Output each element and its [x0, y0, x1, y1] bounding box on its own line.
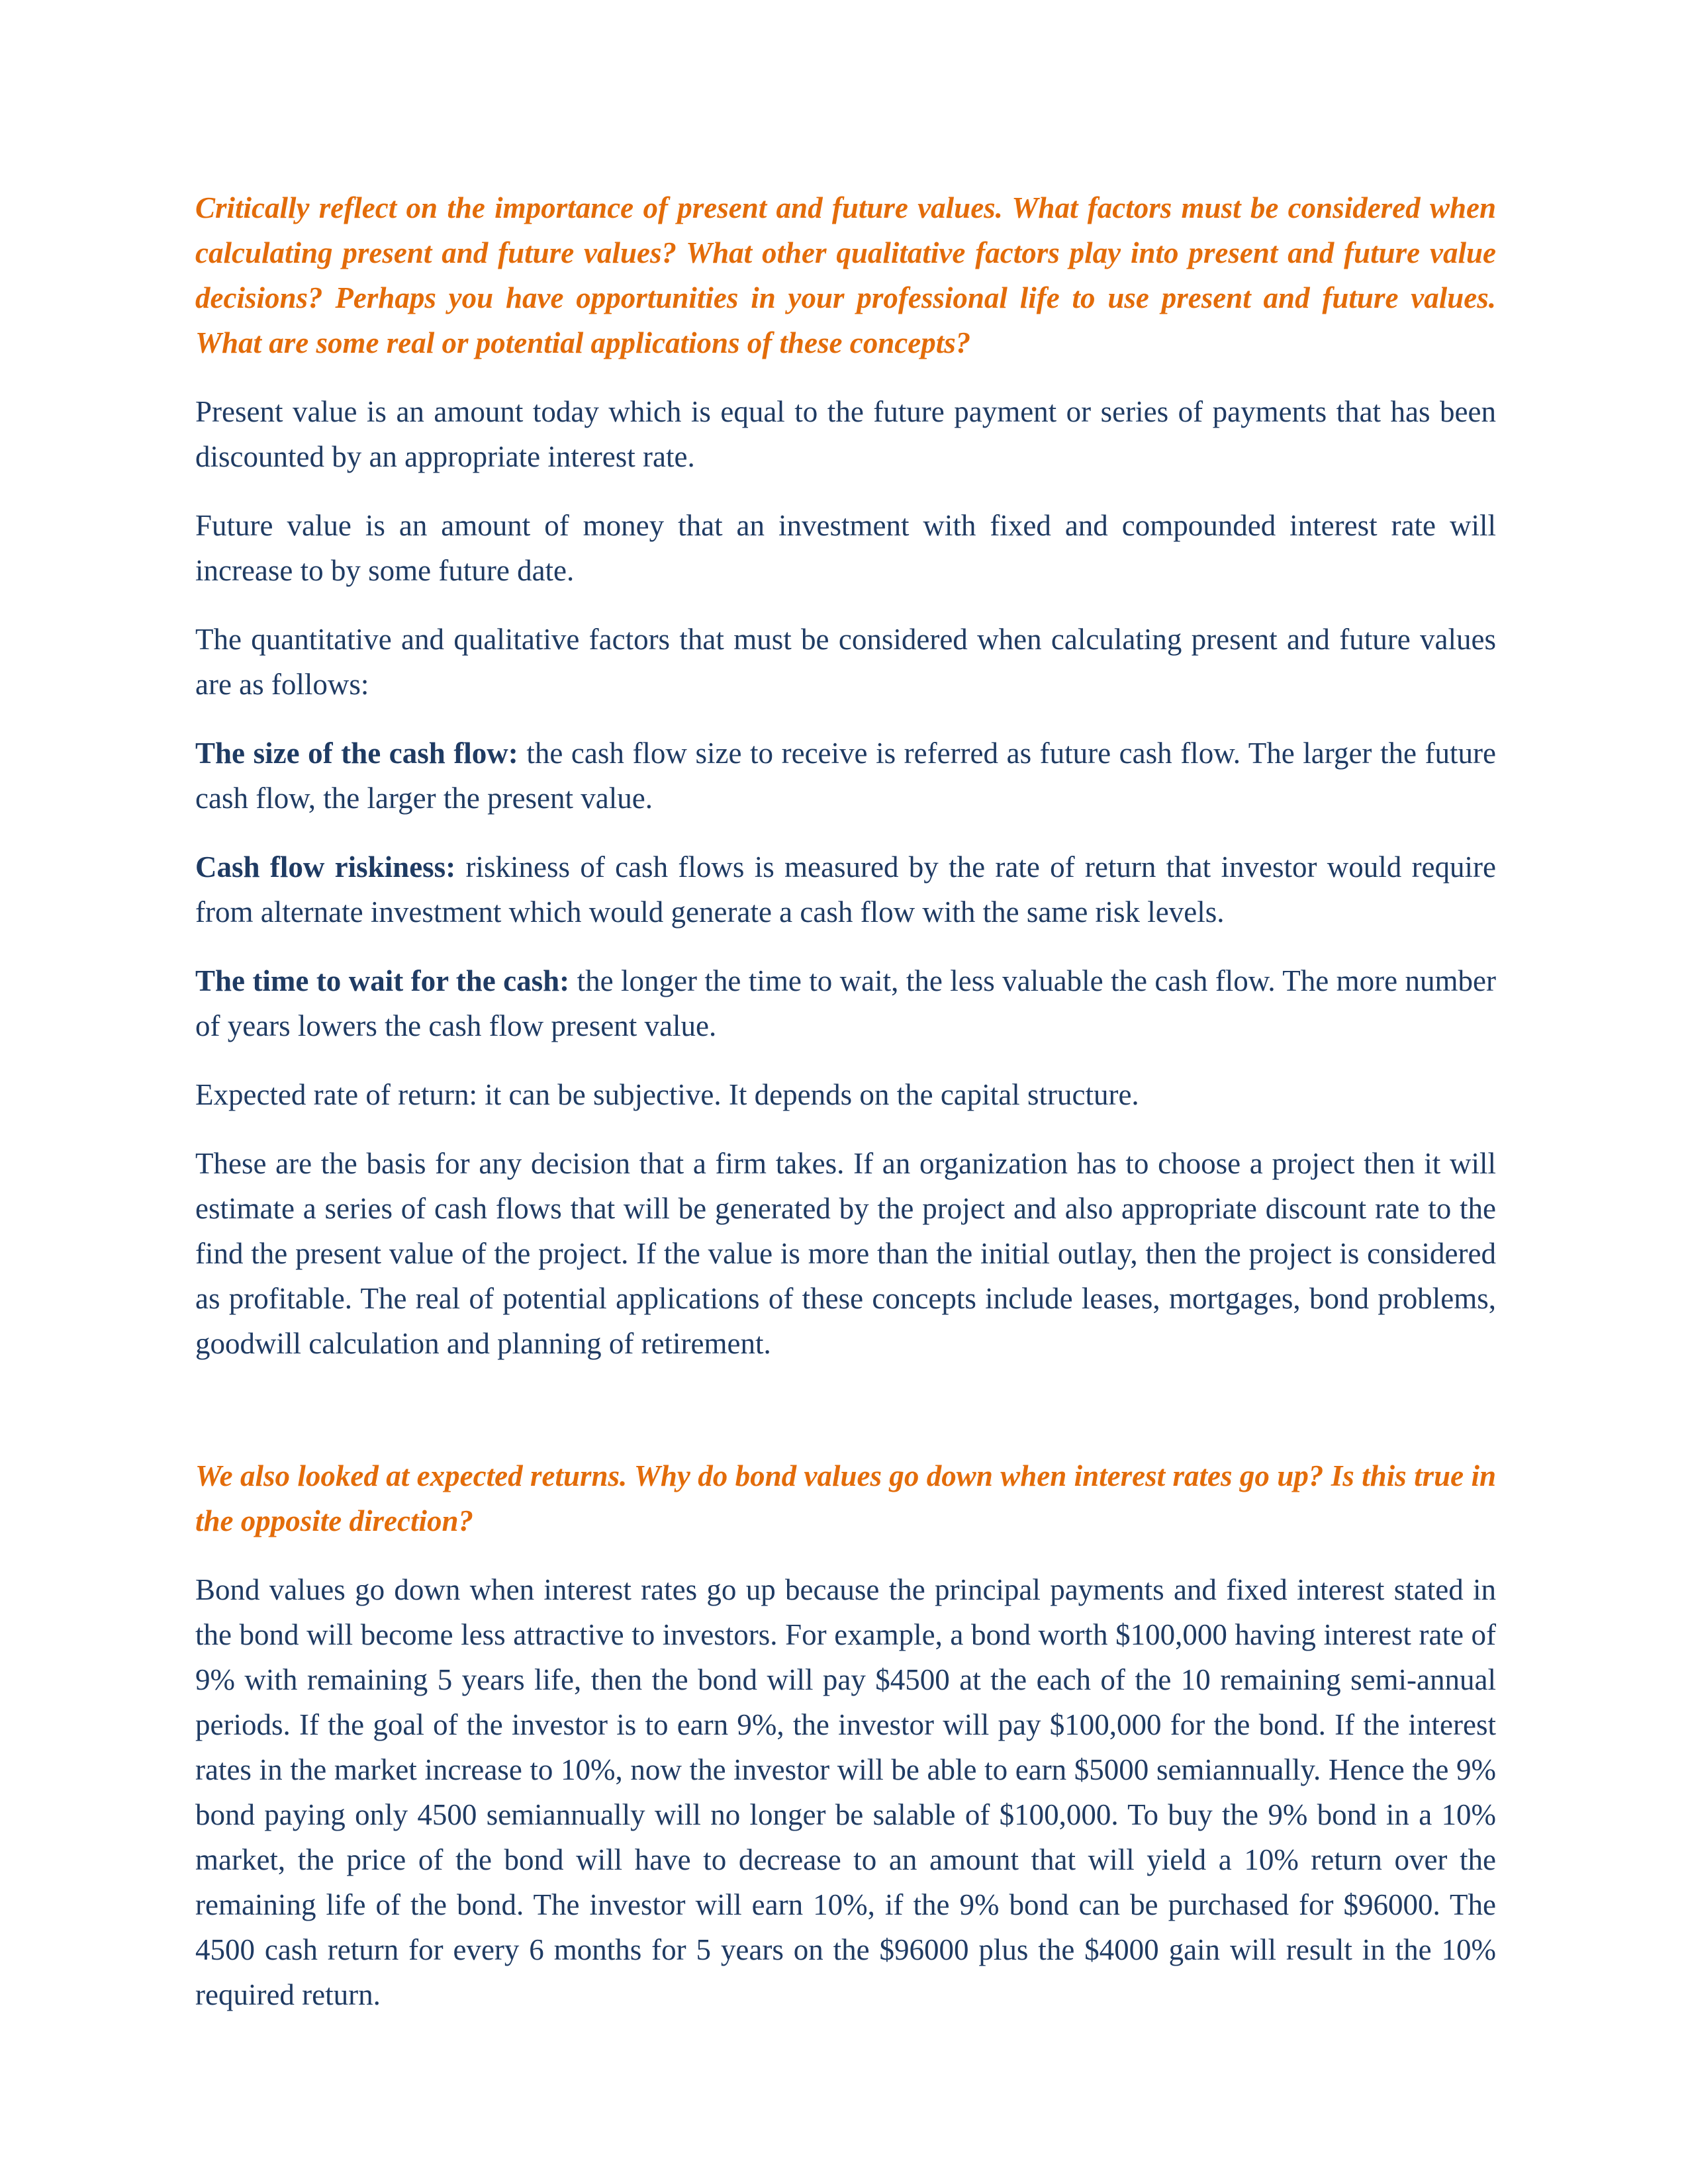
- paragraph-cash-flow-riskiness-text: riskiness of cash flows is measured by the rate of return that investor would require from alternate investment which would generate a cash flow with the same risk levels.: [195, 850, 1496, 929]
- question-heading-bond-values: We also looked at expected returns. Why do bond values go down when interest rates go up? Is this true in the opposite direction?: [195, 1459, 1496, 1537]
- paragraph-present-value-definition: Present value is an amount today which is equal to the future payment or series of payments that has been discounted by an appropriate interest rate.: [195, 395, 1496, 473]
- question-heading-present-future-values: Critically reflect on the importance of present and future values. What factors must be considered when calculating present and future values? What other qualitative factors play into present and future value decisions? Perhaps you have opportunities in your professional life to use present and future values. What are some real or potential applications of these concepts?: [195, 191, 1496, 359]
- paragraph-decision-basis: These are the basis for any decision that a firm takes. If an organization has to choose a project then it will estimate a series of cash flows that will be generated by the project and also appropriate discount rate to the find the present value of the project. If the value is more than the initial outlay, then the project is considered as profitable. The real of potential applications of these concepts include leases, mortgages, bond problems, goodwill calculation and planning of retirement.: [195, 1147, 1496, 1360]
- paragraph-factors-intro: The quantitative and qualitative factors that must be considered when calculating present and future values are as follows:: [195, 623, 1496, 701]
- paragraph-cash-flow-size-text: the cash flow size to receive is referred as future cash flow. The larger the future cash flow, the larger the present value.: [195, 737, 1496, 815]
- paragraph-cash-flow-size-lead: The size of the cash flow:: [195, 737, 518, 770]
- paragraph-bond-values-explanation: Bond values go down when interest rates go up because the principal payments and fixed interest stated in the bond will become less attractive to investors. For example, a bond worth $100,000 having interest rate of 9% with remaining 5 years life, then the bond will pay $4500 at the each of the 10 remaining semi-annual periods. If the goal of the investor is to earn 9%, the investor will pay $100,000 for the bond. If the interest rates in the market increase to 10%, now the investor will be able to earn $5000 semiannually. Hence the 9% bond paying only 4500 semiannually will no longer be salable of $100,000. To buy the 9% bond in a 10% market, the price of the bond will have to decrease to an amount that will yield a 10% return over the remaining life of the bond. The investor will earn 10%, if the 9% bond can be purchased for $96000. The 4500 cash return for every 6 months for 5 years on the $96000 plus the $4000 gain will result in the 10% required return.: [195, 1573, 1496, 2011]
- paragraph-time-to-wait-lead: The time to wait for the cash:: [195, 964, 570, 997]
- paragraph-cash-flow-size: [195, 731, 1496, 821]
- blank-line-spacer: [195, 1390, 1496, 1453]
- paragraph-cash-flow-riskiness: [195, 844, 1496, 934]
- paragraph-cash-flow-riskiness-lead: Cash flow riskiness:: [195, 850, 456, 884]
- paragraph-time-to-wait-text: the longer the time to wait, the less valuable the cash flow. The more number of years lowers the cash flow present value.: [195, 964, 1497, 1042]
- paragraph-future-value-definition: Future value is an amount of money that an investment with fixed and compounded interest rate will increase to by some future date.: [195, 509, 1496, 587]
- paragraph-time-to-wait: [195, 958, 1496, 1048]
- paragraph-expected-rate-of-return: Expected rate of return: it can be subjective. It depends on the capital structure.: [195, 1078, 1139, 1111]
